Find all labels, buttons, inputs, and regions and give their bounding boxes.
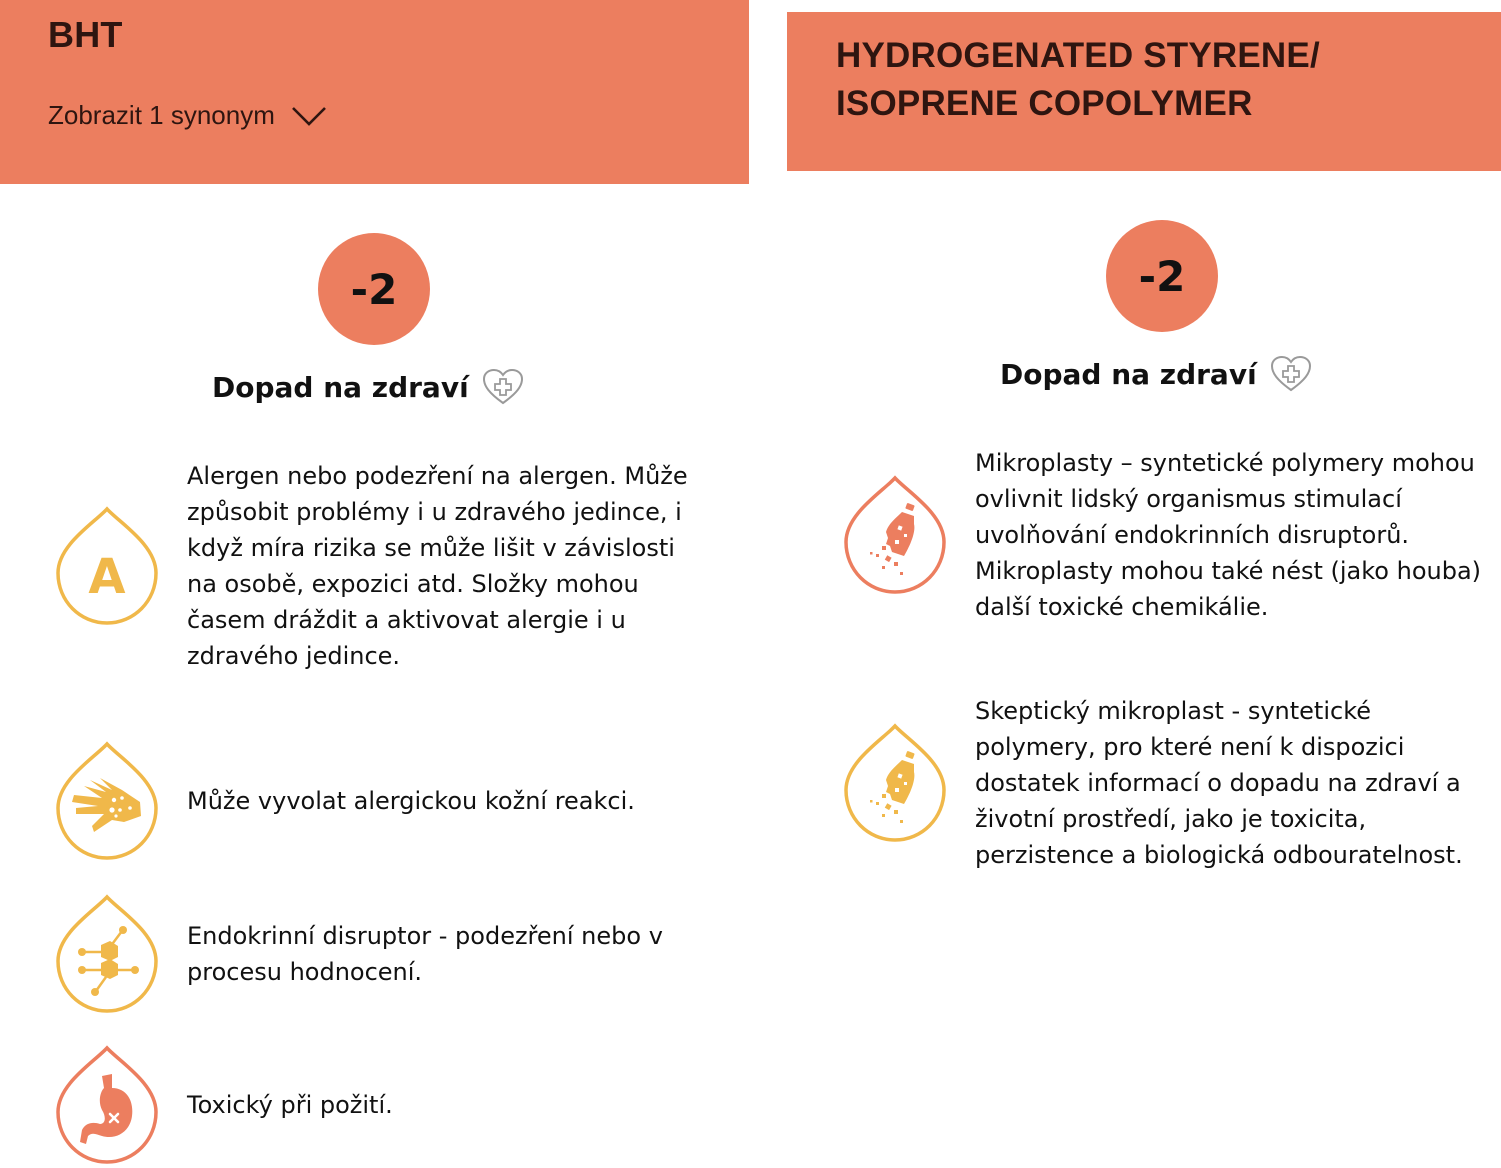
health-score-badge: -2 (318, 233, 430, 345)
microplastic-bottle-icon (842, 474, 948, 596)
heart-plus-icon (481, 368, 525, 406)
health-score-badge: -2 (1106, 220, 1218, 332)
ingredient-header-copolymer (787, 12, 1501, 171)
show-synonyms-toggle[interactable] (48, 100, 327, 131)
heart-plus-icon (1269, 355, 1313, 393)
hazard-description: Toxický při požití. (187, 1091, 393, 1119)
show-synonyms-label: Zobrazit 1 synonym (48, 100, 275, 130)
hazard-item-skin-reaction (54, 740, 647, 862)
hazard-description: Endokrinní disruptor - podezření nebo v procesu hodnocení. (187, 922, 663, 986)
health-impact-label: Dopad na zdraví (1000, 357, 1257, 391)
ingredient-header-bht (0, 0, 749, 184)
skeptical-microplastic-bottle-icon (842, 722, 948, 844)
health-impact-label: Dopad na zdraví (212, 370, 469, 404)
hazard-description: Může vyvolat alergickou kožní reakci. (187, 787, 635, 815)
chevron-down-icon (291, 105, 327, 127)
skin-reaction-hand-icon (54, 740, 160, 862)
svg-text:A: A (88, 549, 126, 605)
hazard-item-toxic-ingestion (54, 1044, 667, 1166)
hazard-description: Mikroplasty – syntetické polymery mohou ovlivnit lidský organismus stimulací uvolňování endokrinních disruptorů. Mikroplasty mohou také nést (jako houba) další toxické chemikálie. (975, 449, 1482, 621)
health-impact-heading (212, 368, 525, 406)
ingredient-title: BHT (48, 14, 123, 55)
hazard-item-allergen (54, 458, 707, 674)
allergen-icon (54, 505, 160, 627)
hazard-item-endocrine-disruptor (54, 893, 667, 1015)
health-impact-heading (1000, 355, 1313, 393)
stomach-toxic-icon (54, 1044, 160, 1166)
endocrine-disruptor-molecule-icon (54, 893, 160, 1015)
hazard-description: Skeptický mikroplast - syntetické polymery, pro které není k dispozici dostatek informací o dopadu na zdraví a životní prostředí, jako je toxicita, perzistence a biologická odbouratelnost. (975, 697, 1463, 869)
ingredient-title: HYDROGENATED STYRENE/ ISOPRENE COPOLYMER (836, 36, 1320, 123)
hazard-item-skeptical-microplastic (842, 693, 1495, 873)
hazard-description: Alergen nebo podezření na alergen. Může způsobit problémy i u zdravého jedince, i když míra rizika se může lišit v závislosti na osobě, expozici atd. Složky mohou časem dráždit a aktivovat alergie i u zdravého jedince. (187, 462, 688, 670)
hazard-item-microplastic (842, 445, 1495, 625)
